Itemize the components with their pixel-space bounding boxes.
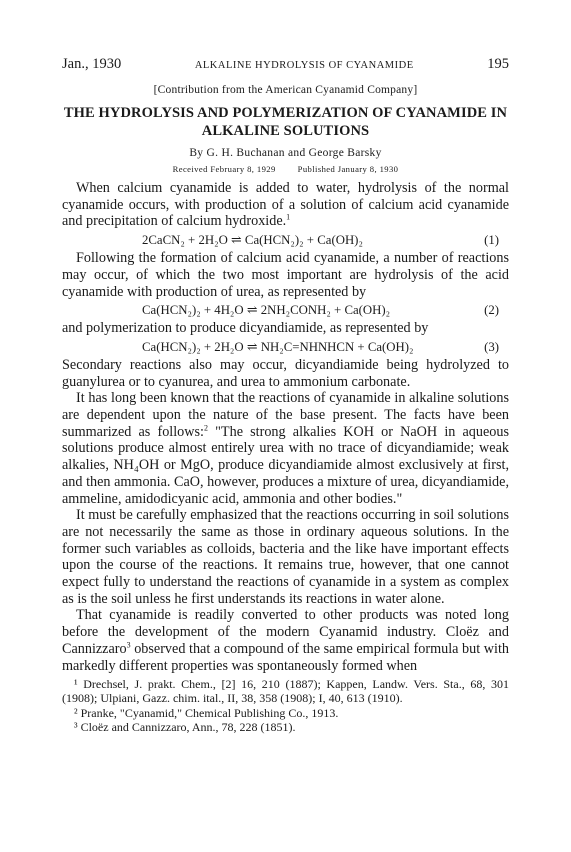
footnotes [62,677,509,734]
paragraph-1-text: When calcium cyanamide is added to water, hydrolysis of the normal cyanamide occurs, with production of a solution of calcium acid cyanamide and precipitation of calcium hydroxide. [62,180,509,230]
equation-2-number: (2) [484,303,499,318]
header-date: Jan., 1930 [62,56,122,72]
page-number: 195 [487,56,509,72]
paragraph-5 [62,390,509,507]
article-title: THE HYDROLYSIS AND POLYMERIZATION OF CYANAMIDE IN ALKALINE SOLUTIONS [63,105,508,139]
paragraph-1 [62,180,509,230]
running-header [62,56,509,76]
footnote-1: ¹ Drechsel, J. prakt. Chem., [2] 16, 210 (1887); Kappen, Landw. Vers. Sta., 68, 301 (1908); Ulpiani, Gazz. chim. ital., II, 38, 358 (1908); I, 40, 613 (1910). [62,677,509,706]
equation-1 [62,230,509,250]
paragraph-5-text-b: "The strong alkalies KOH or NaOH in aqueous solutions produce almost entirely urea with no trace of dicyandiamide; weak alkalies, NH₄OH or MgO, produce dicyandiamide almost exclusively at first, and then ammonia. CaO, however, produces a mixture of urea, dicyandiamide, ammeline, amidodicyanic acid, ammonia and other bodies." [62,423,509,507]
journal-page [62,56,509,734]
equation-3-text: Ca(HCN₂)₂ + 2H₂O ⇌ NH₂C=NHNHCN + Ca(OH)₂ [142,339,414,354]
paragraph-5-text-a: It has long been known that the reactions of cyanamide in alkaline solutions are dependent upon the nature of the base present. The facts have been summarized as follows: [62,390,509,440]
equation-1-text: 2CaCN₂ + 2H₂O ⇌ Ca(HCN₂)₂ + Ca(OH)₂ [142,233,363,248]
article-authors: By G. H. Buchanan and George Barsky [189,147,382,159]
received-date: Received February 8, 1929 [172,164,276,174]
paragraph-7 [62,607,509,674]
equation-2 [62,300,509,320]
paragraph-6: It must be carefully emphasized that the reactions occurring in soil solutions are not necessarily the same as those in ordinary aqueous solutions. In the former such variables as colloids, bacteria and the like have important effects upon the course of the reactions. It remains true, however, that one cannot expect fully to understand the reactions of cyanamide in a system as complex as is the soil unless he first understands its reactions in water alone. [62,507,509,607]
header-title: ALKALINE HYDROLYSIS OF CYANAMIDE [194,60,414,71]
equation-1-number: (1) [484,233,499,248]
paragraph-3: and polymerization to produce dicyandiamide, as represented by [62,320,429,337]
paragraph-7-text-b: observed that a compound of the same empirical formula but with markedly different properties was spontaneously formed when [62,640,509,674]
paragraph-2: Following the formation of calcium acid cyanamide, a number of reactions may occur, of which the two most important are hydrolysis of the acid cyanamide with production of urea, as represented by [62,250,509,300]
equation-3-number: (3) [484,339,499,354]
contribution-line: [Contribution from the American Cyanamid Company] [153,84,418,96]
equation-2-text: Ca(HCN₂)₂ + 4H₂O ⇌ 2NH₂CONH₂ + Ca(OH)₂ [142,303,391,318]
footnote-ref-1: 1 [286,212,291,222]
published-date: Published January 8, 1930 [297,164,399,174]
paragraph-4: Secondary reactions also may occur, dicyandiamide being hydrolyzed to guanylurea or to cyanurea, and urea to ammonium carbonate. [62,356,509,390]
equation-3 [62,337,509,357]
article-dates [62,164,509,174]
footnote-ref-3: 3 [126,640,131,650]
footnote-2: ² Pranke, "Cyanamid," Chemical Publishing Co., 1913. [74,705,339,720]
footnote-3: ³ Cloëz and Cannizzaro, Ann., 78, 228 (1851). [74,719,296,734]
footnote-ref-2: 2 [203,423,208,432]
paragraph-7-text-a: That cyanamide is readily converted to other products was noted long before the development of the modern Cyanamid industry. Cloëz and Cannizzaro [62,607,509,657]
